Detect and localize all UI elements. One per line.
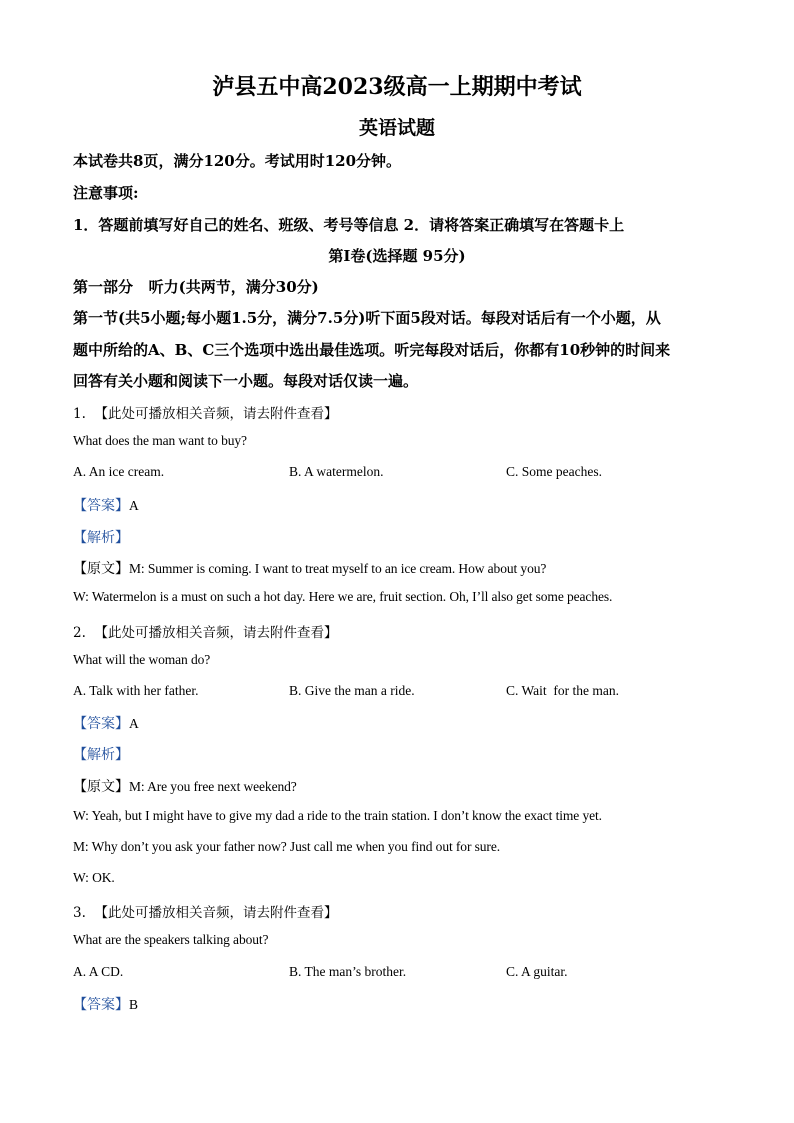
option-c: C. Some peaches. [506, 464, 602, 479]
instruction-line-3: 回答有关小题和阅读下一小题。每段对话仅读一遍。 [73, 372, 419, 390]
question-label: 3. 【此处可播放相关音频，请去附件查看】 [73, 905, 338, 921]
option-c: C. A guitar. [506, 964, 568, 979]
instruction-line-1: 第一节(共5小题;每小题1.5分，满分7.5分)听下面5段对话。每段对话后有一个小题，从 [73, 309, 661, 327]
question-prompt: What will the woman do? [73, 652, 211, 667]
analysis-tag: 【解析】 [73, 747, 129, 763]
exam-title: 泸县五中高2023级高一上期期中考试 [212, 74, 582, 100]
question-prompt: What are the speakers talking about? [73, 932, 269, 947]
answer-value: A [129, 498, 139, 513]
part-heading: 第I卷(选择题 95分) [328, 247, 466, 265]
question-prompt: What does the man want to buy? [73, 433, 247, 448]
transcript-line: W: OK. [73, 870, 115, 885]
answer-line [73, 994, 138, 1014]
option-a: A. An ice cream. [73, 464, 165, 479]
notes-heading: 注意事项: [73, 184, 139, 202]
notes-item: 1．答题前填写好自己的姓名、班级、考号等信息 2．请将答案正确填写在答题卡上 [73, 216, 625, 234]
option-b: B. The man’s brother. [289, 964, 407, 979]
analysis-tag: 【解析】 [73, 530, 129, 546]
answer-line [73, 713, 139, 733]
answer-tag: 【答案】 [73, 997, 129, 1013]
instruction-line-2: 题中所给的A、B、C三个选项中选出最佳选项。听完每段对话后，你都有10秒钟的时间来 [73, 341, 671, 359]
original-tag: 【原文】 [73, 561, 129, 577]
transcript-line: W: Watermelon is a must on such a hot day. Here we are, fruit section. Oh, I’ll also get some peaches. [73, 589, 613, 604]
option-c: C. Wait for the man. [506, 683, 620, 698]
transcript-line [73, 776, 297, 796]
transcript-line: M: Why don’t you ask your father now? Just call me when you find out for sure. [73, 839, 500, 854]
answer-value: B [129, 997, 138, 1012]
option-a: A. Talk with her father. [73, 683, 199, 698]
option-b: B. Give the man a ride. [289, 683, 415, 698]
answer-line [73, 495, 139, 515]
transcript-line: W: Yeah, but I might have to give my dad a ride to the train station. I don’t know the exact time yet. [73, 808, 602, 823]
question-label: 2. 【此处可播放相关音频，请去附件查看】 [73, 625, 338, 641]
original-tag: 【原文】 [73, 779, 129, 795]
listening-heading: 第一部分 听力(共两节，满分30分) [73, 278, 319, 296]
option-a: A. A CD. [73, 964, 124, 979]
option-b: B. A watermelon. [289, 464, 384, 479]
answer-tag: 【答案】 [73, 716, 129, 732]
answer-tag: 【答案】 [73, 498, 129, 514]
intro-line: 本试卷共8页，满分120分。考试用时120分钟。 [73, 152, 402, 170]
transcript-line [73, 558, 546, 578]
transcript-text: M: Summer is coming. I want to treat myself to an ice cream. How about you? [129, 561, 547, 576]
answer-value: A [129, 716, 139, 731]
exam-subtitle: 英语试题 [358, 117, 435, 139]
question-label: 1. 【此处可播放相关音频，请去附件查看】 [73, 406, 338, 422]
transcript-text: M: Are you free next weekend? [129, 779, 297, 794]
